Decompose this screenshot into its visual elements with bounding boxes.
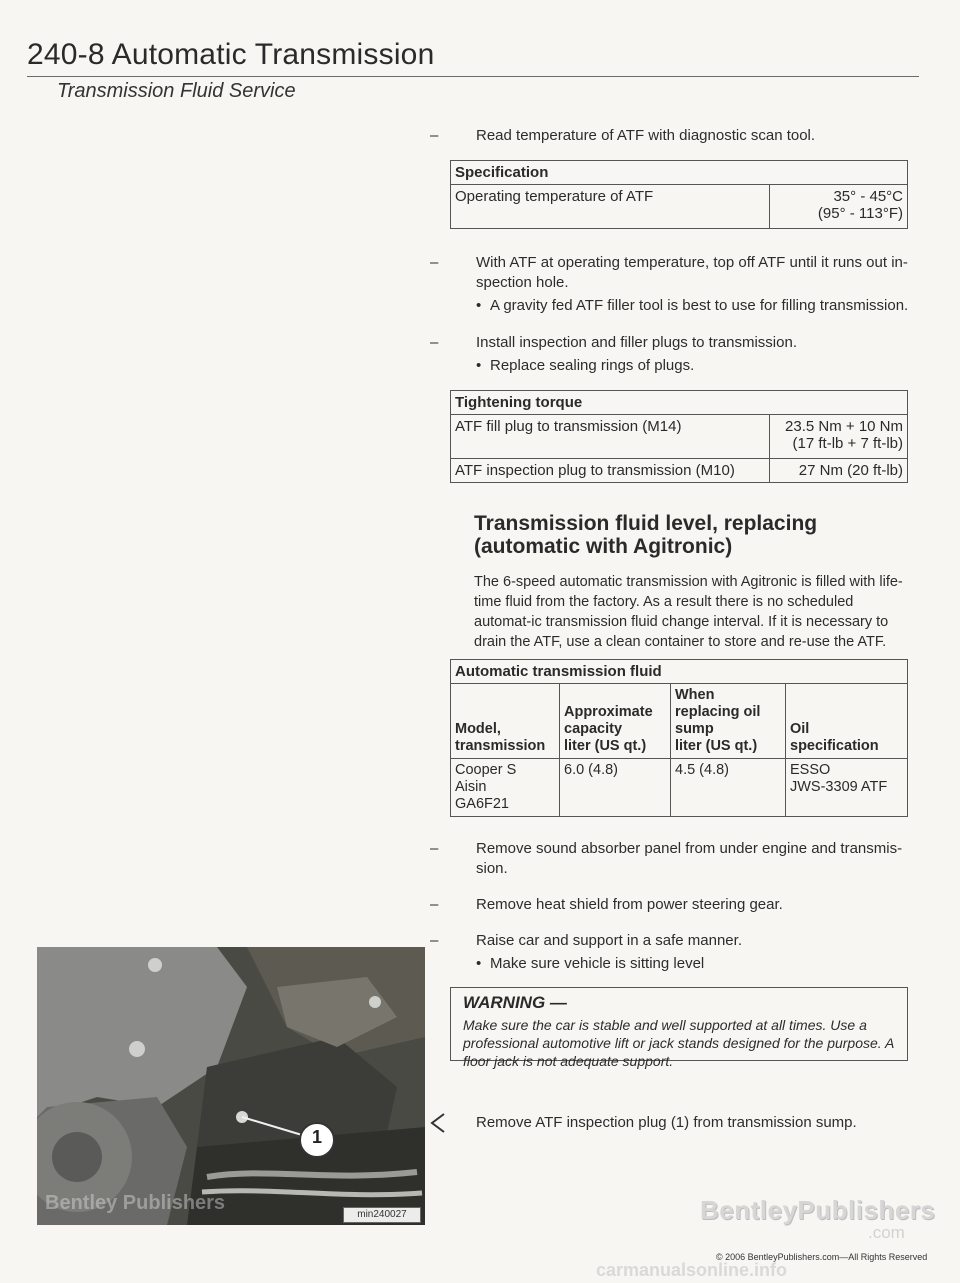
photo-watermark: Bentley Publishers: [45, 1192, 226, 1214]
cell-replacing: 4.5 (4.8): [671, 759, 786, 817]
col-capacity-line: liter (US qt.): [564, 738, 647, 754]
photo-illustration: [37, 947, 425, 1225]
col-replacing-line: When: [675, 687, 715, 703]
col-replacing-line: replacing oil: [675, 704, 761, 720]
specification-table: [450, 160, 908, 229]
step-text: Raise car and support in a safe manner.: [476, 932, 742, 949]
transmission-photo: [37, 947, 425, 1225]
torque-value: 27 Nm (20 ft-lb): [770, 459, 908, 483]
torque-value: [770, 415, 908, 459]
table-row: [451, 759, 908, 817]
spec-value-celsius: 35° - 45°C: [833, 188, 903, 205]
bullet-text: Make sure vehicle is sitting level: [490, 955, 705, 972]
fluid-table: [450, 659, 908, 817]
col-model-line: transmission: [455, 738, 546, 754]
col-capacity-line: Approximate: [564, 704, 653, 720]
dash-marker: –: [430, 127, 439, 144]
step-text: Remove sound absorber panel from under engine and transmis-sion.: [476, 840, 903, 877]
section-paragraph: The 6-speed automatic transmission with Agitronic is filled with life-time fluid from the factory. As a result there is no scheduled automat-ic transmission fluid change interval. If it is necessary to drain the ATF, use a clean container to store and re-use the ATF.: [474, 574, 903, 650]
bullet-text: Replace sealing rings of plugs.: [490, 357, 695, 374]
col-capacity-line: capacity: [564, 721, 623, 737]
cell-model-line: Aisin: [455, 779, 487, 795]
step-remove-inspection-plug: Remove ATF inspection plug (1) from transmission sump.: [476, 1114, 857, 1131]
section-heading-line2: (automatic with Agitronic): [474, 535, 733, 558]
col-capacity: [560, 684, 671, 759]
cell-spec-line: ESSO: [790, 762, 831, 778]
torque-table: [450, 390, 908, 483]
col-spec-line: Oil: [790, 721, 810, 737]
torque-value-imperial: (17 ft-lb + 7 ft-lb): [792, 435, 903, 452]
dash-marker: –: [430, 932, 439, 949]
header-rule: [27, 76, 919, 77]
section-heading: [474, 512, 914, 558]
publisher-logo: BentleyPublishers: [700, 1195, 936, 1225]
page-subtitle: Transmission Fluid Service: [57, 80, 296, 102]
cell-model: [451, 759, 560, 817]
spec-value: [770, 185, 908, 229]
step-text: Remove heat shield from power steering gear.: [476, 896, 783, 913]
spec-label: Operating temperature of ATF: [451, 185, 770, 229]
bullet-marker: •: [476, 955, 482, 972]
col-model-line: Model,: [455, 721, 501, 737]
fluid-table-header: Automatic transmission fluid: [451, 660, 908, 684]
col-replacing: [671, 684, 786, 759]
torque-value-metric: 23.5 Nm + 10 Nm: [785, 418, 903, 435]
warning-text: Make sure the car is stable and well supported at all times. Use a professional automotive lift or jack stands designed for the purpose. A floor jack is not adequate support.: [463, 1017, 894, 1069]
col-model: [451, 684, 560, 759]
section-heading-line1: Transmission fluid level, replacing: [474, 512, 818, 535]
cell-model-line: GA6F21: [455, 796, 509, 812]
torque-label: ATF inspection plug to transmission (M10): [451, 459, 770, 483]
cell-model-line: Cooper S: [455, 762, 517, 778]
torque-table-header: Tightening torque: [451, 391, 908, 415]
site-watermark: carmanualsonline.info: [596, 1260, 788, 1280]
dash-marker: –: [430, 334, 439, 351]
cell-spec-line: JWS-3309 ATF: [790, 779, 888, 795]
callout-number: 1: [311, 1127, 322, 1147]
step-text: Install inspection and filler plugs to transmission.: [476, 334, 797, 351]
warning-title: WARNING —: [463, 993, 567, 1012]
step-text: With ATF at operating temperature, top off ATF until it runs out in-spection hole.: [476, 254, 908, 291]
dash-marker: –: [430, 840, 439, 857]
bullet-marker: •: [476, 357, 482, 374]
dash-marker: –: [430, 896, 439, 913]
spec-table-header: Specification: [451, 161, 908, 185]
dash-marker: –: [430, 254, 439, 271]
copyright-text: © 2006 BentleyPublishers.com—All Rights Reserved: [716, 1252, 928, 1262]
spec-value-fahrenheit: (95° - 113°F): [817, 205, 903, 222]
left-arrow-icon: [430, 1112, 446, 1134]
page-title: 240-8 Automatic Transmission: [27, 38, 435, 71]
col-replacing-line: sump: [675, 721, 714, 737]
torque-label: ATF fill plug to transmission (M14): [451, 415, 770, 459]
cell-spec: [786, 759, 908, 817]
cell-capacity: 6.0 (4.8): [560, 759, 671, 817]
col-spec: [786, 684, 908, 759]
warning-box: [450, 987, 908, 1069]
col-replacing-line: liter (US qt.): [675, 738, 758, 754]
publisher-logo-com: .com: [868, 1223, 905, 1242]
col-spec-line: specification: [790, 738, 879, 754]
figure-code: min240027: [343, 1207, 421, 1223]
step-text: Read temperature of ATF with diagnostic scan tool.: [476, 127, 816, 144]
bullet-text: A gravity fed ATF filler tool is best to use for filling transmission.: [490, 297, 909, 314]
bullet-marker: •: [476, 297, 482, 314]
